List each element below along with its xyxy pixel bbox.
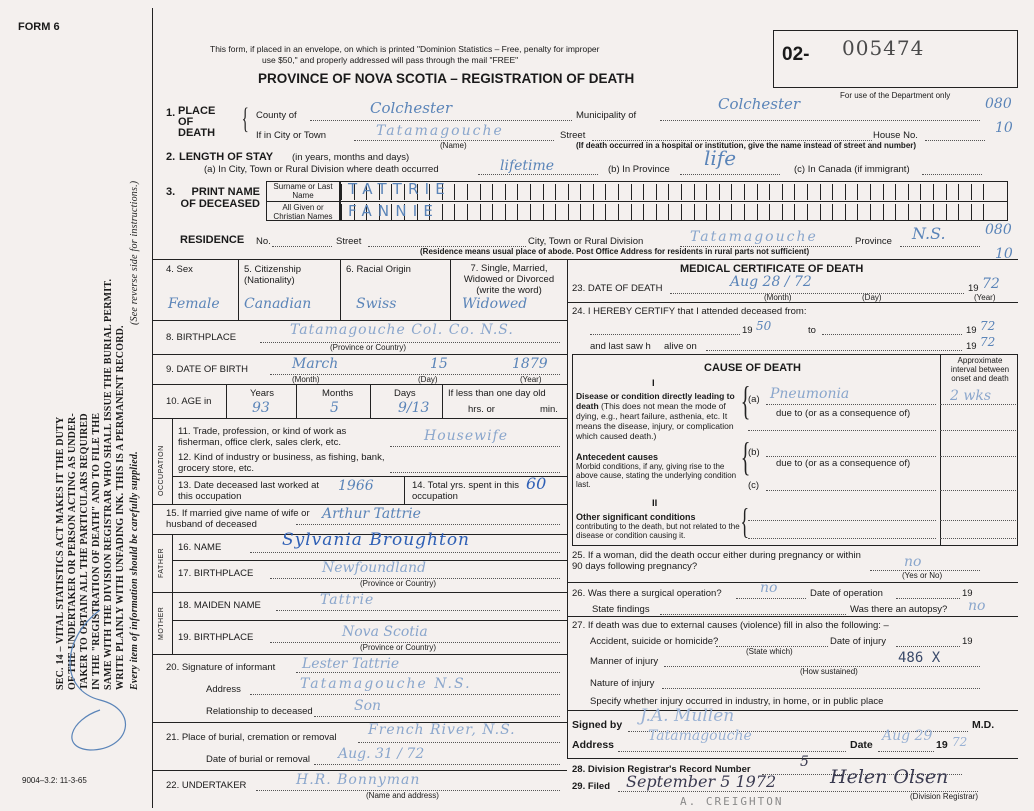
racial-origin-label: 6. Racial Origin — [346, 264, 411, 275]
other-line-2 — [748, 538, 936, 539]
place-of-death-label: PLACE OF DEATH — [178, 105, 216, 139]
relationship-value: Son — [354, 698, 382, 714]
envelope-note-2: use $50," and properly addressed will pass through the mail "FREE" — [262, 55, 519, 65]
physician-date-value: Aug 29 — [882, 728, 933, 744]
mother-maiden-label: 18. MAIDEN NAME — [178, 600, 261, 611]
county-label: County of — [256, 110, 297, 121]
cause-c-line — [766, 490, 936, 491]
house-line — [925, 140, 985, 141]
form-number: FORM 6 — [18, 21, 60, 33]
dob-day-value: 15 — [430, 356, 448, 372]
dob-month-sublabel: (Month) — [292, 375, 320, 384]
physician-signature: J.A. Mullen — [640, 706, 735, 726]
to-label: to — [808, 325, 816, 336]
side-instruction-3: TAKER TO OBTAIN ALL THE PARTICULARS REQUIRED — [79, 413, 90, 690]
col-6-divider — [450, 259, 451, 320]
residence-no-label: No. — [256, 236, 271, 247]
residence-no-line — [272, 246, 332, 247]
birthplace-line — [260, 342, 560, 343]
dept-code-3: 080 — [985, 222, 1012, 238]
side-instruction-4: IN THE "REGISTRATION OF DEATH" AND TO FILE THE — [91, 412, 102, 690]
disease-label: Disease or condition directly leading to death — [576, 391, 735, 411]
frame-left-line — [152, 8, 153, 808]
nature-label: Nature of injury — [590, 678, 655, 689]
burial-place-value: French River, N.S. — [368, 722, 516, 738]
stay-note: (in years, months and days) — [292, 152, 410, 163]
form-title: PROVINCE OF NOVA SCOTIA – REGISTRATION OF DEATH — [258, 71, 635, 86]
age-years-value: 93 — [252, 400, 270, 416]
part-two-label: II — [652, 498, 658, 509]
antecedent-note: Morbid conditions, if any, giving rise to the above cause, stating the underlying condition last. — [576, 462, 737, 489]
municipality-label: Municipality of — [576, 110, 637, 121]
row-9-bottom — [152, 384, 567, 385]
from-year-prefix: 19 — [742, 325, 753, 336]
trade-label: 11. Trade, profession, or kind of work as fisherman, office clerk, sales clerk, etc. — [178, 426, 347, 448]
age-col-4 — [442, 384, 443, 418]
city-name-sublabel: (Name) — [440, 141, 467, 150]
autopsy-answer: no — [968, 598, 986, 614]
q27-label: 27. If death was due to external causes (violence) fill in also the following: – — [572, 620, 889, 631]
age-label: 10. AGE in — [166, 396, 212, 407]
mother-maiden-line — [276, 610, 560, 611]
interval-other-line-1 — [940, 520, 1016, 521]
informant-signature-label: 20. Signature of informant — [166, 662, 276, 673]
less-than-day-label: If less than one day old — [448, 388, 546, 399]
filed-label: 29. Filed — [572, 781, 611, 792]
occupation-bottom — [152, 504, 567, 505]
record-number-value: 5 — [800, 754, 809, 770]
father-birthplace-label: 17. BIRTHPLACE — [178, 568, 254, 579]
father-side-divider — [172, 534, 173, 592]
place-brace: { — [241, 102, 249, 135]
stay-a-label: (a) In City, Town or Rural Division where death occurred — [204, 164, 439, 175]
spouse-value: Arthur Tattrie — [322, 506, 421, 522]
undertaker-label: 22. UNDERTAKER — [166, 780, 247, 791]
informant-signature-value: Lester Tattrie — [302, 656, 400, 672]
burial-place-label: 21. Place of burial, cremation or removal — [166, 732, 337, 743]
registrar-sublabel: (Division Registrar) — [910, 792, 979, 801]
city-label: If in City or Town — [256, 130, 327, 141]
interval-other-line-2 — [940, 538, 1016, 539]
stay-c-label: (c) In Canada (if immigrant) — [794, 164, 910, 175]
sex-label: 4. Sex — [166, 264, 193, 275]
relationship-line — [314, 716, 560, 717]
county-value: Colchester — [370, 99, 453, 117]
last-saw-label: and last saw h — [590, 341, 651, 352]
physician-year-value: 72 — [952, 735, 968, 749]
injury-year-prefix: 19 — [962, 636, 973, 647]
dob-label: 9. DATE OF BIRTH — [166, 364, 248, 375]
specify-label: Specify whether injury occurred in industry, in home, or in public place — [590, 696, 884, 707]
row-10-bottom — [152, 418, 567, 419]
age-years-label: Years — [250, 388, 274, 399]
physician-address-value: Tatamagouche — [648, 728, 752, 744]
manner-stamp: 486 X — [898, 650, 941, 666]
accident-label: Accident, suicide or homicide? — [590, 636, 719, 647]
occupation-col-divider — [404, 476, 405, 504]
attended-from-line — [590, 334, 740, 335]
filed-date-value: September 5 1972 — [626, 772, 777, 791]
physician-date-label: Date — [850, 739, 873, 751]
occupation-row-line — [172, 476, 567, 477]
side-instruction-6: WRITE PLAINLY WITH UNFADING INK. THIS IS A PERMANENT RECORD. — [115, 325, 126, 690]
due-to-label-1: due to (or as a consequence of) — [776, 408, 911, 419]
place-num: 1. — [166, 107, 176, 119]
city-value: Tatamagouche — [376, 123, 504, 139]
table-top-line — [152, 259, 1018, 260]
marital-label: 7. Single, Married, Widowed or Divorced (write the word) — [463, 263, 555, 296]
father-name-label: 16. NAME — [178, 542, 222, 553]
father-name-value: Sylvania Broughton — [282, 530, 470, 550]
envelope-note: This form, if placed in an envelope, on which is printed "Dominion Statistics – Free, penalty for improper — [210, 44, 600, 54]
department-use-note: For use of the Department only — [840, 91, 951, 100]
stay-a-value: lifetime — [500, 158, 555, 174]
record-number-label: 28. Division Registrar's Record Number — [572, 764, 751, 775]
father-side-label: FATHER — [158, 547, 165, 578]
burial-date-line — [314, 764, 560, 765]
cause-b-label: (b) — [748, 447, 760, 458]
manner-label: Manner of injury — [590, 656, 659, 667]
mother-side-label: MOTHER — [158, 606, 165, 640]
nature-line — [662, 688, 980, 689]
municipality-line — [660, 120, 980, 121]
injury-date-label: Date of injury — [830, 636, 886, 647]
father-birthplace-value: Newfoundland — [322, 560, 426, 576]
alive-on-line — [706, 350, 962, 351]
informant-address-value: Tatamagouche N.S. — [300, 676, 472, 692]
stay-b-label: (b) In Province — [608, 164, 670, 175]
other-conditions-label: Other significant conditions — [576, 512, 696, 522]
side-instruction-7: Every item of information should be carefully supplied. — [129, 451, 140, 690]
residence-street-label: Street — [336, 236, 362, 247]
injury-date-line — [896, 646, 960, 647]
q26-line — [736, 598, 806, 599]
interval-label: Approximate interval between onset and death — [950, 356, 1010, 383]
hrs-label: hrs. or — [468, 404, 495, 415]
stay-b-value: life — [704, 146, 737, 170]
row-8-bottom — [152, 354, 567, 355]
side-instruction-1: SEC. 14 – VITAL STATISTICS ACT MAKES IT THE DUTY — [55, 416, 66, 690]
from-year-value: 50 — [756, 319, 772, 333]
dod-bottom — [567, 302, 1018, 303]
registration-number: 005474 — [842, 36, 925, 60]
signed-by-label: Signed by — [572, 719, 623, 731]
sex-value: Female — [168, 296, 220, 312]
county-line — [310, 120, 572, 121]
industry-label: 12. Kind of industry or business, as fishing, bank, grocery store, etc. — [178, 452, 385, 474]
side-instruction-5: SAME WITH THE DIVISION REGISTRAR WHO SHALL ISSUE THE BURIAL PERMIT. — [103, 278, 114, 690]
q26-answer: no — [760, 580, 778, 596]
col-4-divider — [238, 259, 239, 320]
residence-note: (Residence means usual place of abode. Post Office Address for residents in rural parts not sufficient) — [420, 247, 810, 256]
father-name-line — [250, 552, 560, 553]
findings-line — [660, 614, 846, 615]
antecedent-brace: { — [740, 434, 751, 479]
age-months-label: Months — [322, 388, 354, 399]
to-year-prefix: 19 — [966, 325, 977, 336]
street-label: Street — [560, 130, 586, 141]
findings-label: State findings — [592, 604, 650, 615]
date-of-death-label: 23. DATE OF DEATH — [572, 283, 663, 294]
op-date-label: Date of operation — [810, 588, 883, 599]
burial-place-line — [358, 742, 560, 743]
mother-birthplace-label: 19. BIRTHPLACE — [178, 632, 254, 643]
how-sustained-sublabel: (How sustained) — [800, 667, 858, 676]
column-divider — [567, 259, 568, 759]
dod-year-sublabel: (Year) — [974, 293, 996, 302]
residence-label: RESIDENCE — [180, 234, 245, 246]
side-instruction-8: (See reverse side for instructions.) — [129, 180, 140, 325]
undertaker-sublabel: (Name and address) — [366, 791, 439, 800]
hospital-note: (If death occurred in a hospital or institution, give the name instead of street and number) — [576, 141, 917, 150]
dob-day-sublabel: (Day) — [418, 375, 438, 384]
dod-line — [670, 293, 964, 294]
dod-year-prefix: 19 — [968, 283, 979, 294]
dob-year-value: 1879 — [512, 356, 548, 372]
informant-address-line — [250, 694, 560, 695]
total-years-label: 14. Total yrs. spent in this occupation — [412, 480, 520, 502]
total-years-value: 60 — [526, 474, 547, 493]
q25-yes-no: (Yes or No) — [902, 571, 943, 580]
given-names-value: FANNIE — [348, 202, 440, 220]
residence-city-value: Tatamagouche — [690, 229, 818, 245]
mother-side-divider — [172, 592, 173, 654]
trade-value: Housewife — [424, 428, 509, 444]
cause-of-death-title: CAUSE OF DEATH — [704, 362, 801, 374]
length-of-stay-label: LENGTH OF STAY — [179, 151, 274, 163]
date-of-death-value: Aug 28 / 72 — [730, 274, 812, 290]
occupation-side-divider — [172, 418, 173, 504]
interval-b-line — [940, 456, 1016, 457]
q26-label: 26. Was there a surgical operation? — [572, 588, 722, 599]
col-5-divider — [340, 259, 341, 320]
dept-code-1: 080 — [985, 96, 1012, 112]
spouse-label: 15. If married give name of wife or husband of deceased — [166, 508, 310, 530]
birthplace-value: Tatamagouche Col. Co. N.S. — [290, 322, 514, 338]
physician-date-line — [878, 751, 934, 752]
house-no-label: House No. — [873, 130, 918, 141]
surname-label: Surname or Last Name — [273, 182, 333, 200]
age-col-1 — [226, 384, 227, 418]
citizenship-label: 5. Citizenship (Nationality) — [244, 264, 302, 286]
cause-a-value: Pneumonia — [770, 386, 850, 402]
interval-due-line-1 — [940, 430, 1016, 431]
given-names-label: All Given or Christian Names — [273, 203, 333, 221]
trade-line — [390, 446, 560, 447]
birthplace-label: 8. BIRTHPLACE — [166, 332, 237, 343]
stay-c-line — [922, 174, 982, 175]
certify-label: 24. I HEREBY CERTIFY that I attended deceased from: — [572, 306, 807, 317]
print-name-label: PRINT NAME OF DECEASED — [180, 186, 260, 210]
q25-label: 25. If a woman, did the death occur either during pregnancy or within 90 days following pregnancy? — [572, 550, 861, 572]
other-conditions-note: contributing to the death, but not related to the disease or condition causing it. — [576, 522, 740, 540]
signed-bottom — [567, 758, 1018, 759]
row-4-bottom — [152, 320, 567, 321]
interval-divider — [940, 354, 941, 546]
spouse-line — [296, 524, 560, 525]
age-col-2 — [296, 384, 297, 418]
citizenship-value: Canadian — [244, 296, 312, 312]
to-year-value: 72 — [980, 319, 996, 333]
dept-code-2: 10 — [995, 120, 1013, 136]
cause-b-line — [766, 456, 936, 457]
min-label: min. — [540, 404, 558, 415]
due-to-label-2: due to (or as a consequence of) — [776, 458, 911, 469]
physician-year-prefix: 19 — [936, 739, 948, 751]
state-which-sublabel: (State which) — [746, 647, 793, 656]
dod-day-sublabel: (Day) — [862, 293, 882, 302]
residence-city-label: City, Town or Rural Division — [528, 236, 644, 247]
marital-value: Widowed — [462, 296, 528, 312]
op-date-line — [896, 598, 960, 599]
age-col-3 — [370, 384, 371, 418]
mother-row-line — [172, 620, 567, 621]
disease-brace: { — [740, 378, 751, 423]
other-line-1 — [748, 520, 936, 521]
dod-year-value: 72 — [982, 276, 1000, 292]
other-brace: { — [740, 501, 749, 541]
mother-maiden-value: Tattrie — [320, 592, 375, 608]
side-instruction-2: OF THE UNDERTAKER OR PERSON ACTING AS UNDER- — [67, 413, 78, 690]
mother-birthplace-value: Nova Scotia — [342, 624, 428, 640]
stay-num: 2. — [166, 151, 176, 163]
residence-province-label: Province — [855, 236, 892, 247]
form-code: 9004–3.2: 11-3-65 — [22, 776, 87, 785]
occupation-side-label: OCCUPATION — [158, 445, 165, 496]
attended-to-line — [822, 334, 962, 335]
op-year-prefix: 19 — [962, 588, 973, 599]
burial-date-value: Aug. 31 / 72 — [338, 746, 425, 762]
alive-year-prefix: 19 — [966, 341, 977, 352]
disease-note: (This does not mean the mode of dying, e.g., heart failure, asthenia, etc. It means the disease, injury, or complication which caused death.) — [576, 401, 734, 441]
mother-birthplace-sublabel: (Province or Country) — [360, 643, 437, 652]
part-one-label: I — [652, 378, 655, 389]
stay-b-line — [680, 174, 780, 175]
burial-date-label: Date of burial or removal — [206, 754, 311, 765]
relationship-label: Relationship to deceased — [206, 706, 313, 717]
informant-address-label: Address — [206, 684, 241, 695]
last-worked-label: 13. Date deceased last worked at this occupation — [178, 480, 320, 502]
municipality-value: Colchester — [718, 95, 801, 113]
bottom-stamp: A. CREIGHTON — [680, 795, 784, 808]
q25-bottom — [567, 582, 1018, 583]
interval-a-line — [940, 404, 1016, 405]
last-worked-value: 1966 — [338, 478, 374, 494]
racial-origin-value: Swiss — [356, 296, 397, 312]
medical-certificate-title: MEDICAL CERTIFICATE OF DEATH — [680, 263, 864, 275]
physician-address-label: Address — [572, 739, 615, 751]
q25-answer: no — [904, 554, 922, 570]
age-months-value: 5 — [330, 400, 339, 416]
industry-line — [390, 472, 560, 473]
residence-province-line — [900, 246, 980, 247]
father-birthplace-sublabel: (Province or Country) — [360, 579, 437, 588]
cause-c-label: (c) — [748, 480, 760, 491]
due-to-line-1 — [748, 430, 936, 431]
alive-on-label: alive on — [664, 341, 697, 352]
antecedent-label: Antecedent causes — [576, 452, 659, 462]
dod-month-sublabel: (Month) — [764, 293, 792, 302]
disease-block — [576, 391, 736, 441]
registration-prefix: 02- — [782, 44, 810, 65]
residence-province-value: N.S. — [912, 224, 946, 243]
undertaker-value: H.R. Bonnyman — [296, 772, 421, 788]
pen-scribble-mark — [40, 600, 140, 760]
md-label: M.D. — [972, 719, 995, 731]
age-days-value: 9/13 — [398, 400, 430, 416]
birthplace-sublabel: (Province or Country) — [330, 343, 407, 352]
age-days-label: Days — [394, 388, 416, 399]
deceased-num: 3. — [166, 186, 176, 198]
burial-bottom — [152, 770, 567, 771]
autopsy-label: Was there an autopsy? — [850, 604, 948, 615]
q27-bottom — [567, 710, 1018, 711]
dept-code-4: 10 — [995, 246, 1013, 262]
alive-year-value: 72 — [980, 335, 996, 349]
informant-sig-line — [296, 672, 560, 673]
cause-a-interval: 2 wks — [950, 388, 992, 404]
dob-month-value: March — [292, 356, 339, 372]
cause-a-line — [766, 404, 936, 405]
stay-a-line — [478, 174, 598, 175]
interval-c-line — [940, 490, 1016, 491]
dob-year-sublabel: (Year) — [520, 375, 542, 384]
mother-bottom — [152, 654, 567, 655]
physician-address-line — [618, 751, 846, 752]
cause-a-label: (a) — [748, 394, 760, 405]
surname-value: TATTRIE — [348, 180, 451, 198]
registrar-signature: Helen Olsen — [830, 766, 949, 788]
q26-bottom — [567, 616, 1018, 617]
